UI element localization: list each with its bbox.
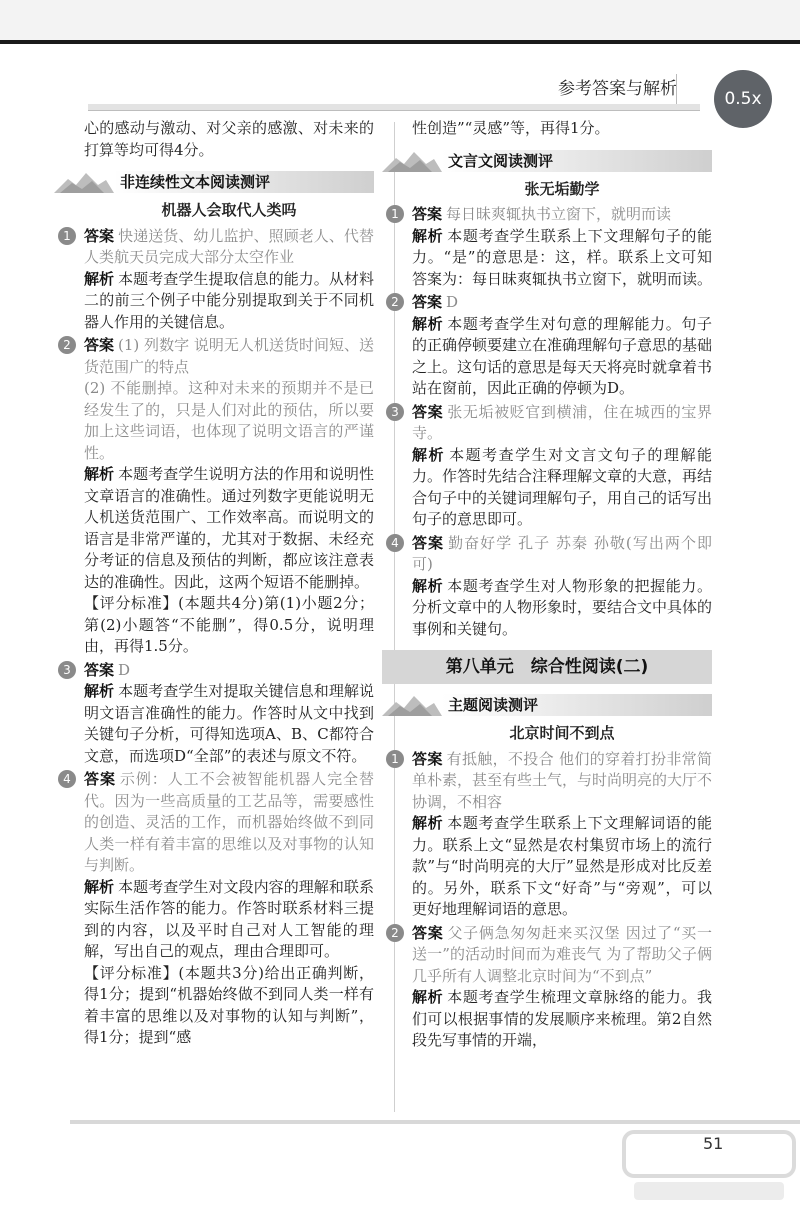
- analysis-text: 本题考查学生说明方法的作用和说明性文章语言的准确性。通过列数字更能说明无人机送货范围广、工作效率高。而说明文的语言是非常严谨的，尤其对于数据、未经充分考证的信息及预估的判断，都应该注意表达的准确性。因此，这两个短语不能删掉。: [84, 465, 374, 591]
- page-number: 51: [703, 1134, 724, 1153]
- column-divider: [394, 122, 395, 1112]
- left-intro: 心的感动与激动、对父亲的感激、对未来的打算等均可得4分。: [84, 119, 374, 159]
- question-number: 1: [58, 227, 76, 245]
- answer-text: 快递送货、幼儿监护、照顾老人、代替人类航天员完成大部分太空作业: [84, 226, 374, 266]
- analysis-label: 解析: [84, 877, 115, 896]
- zoom-indicator-button[interactable]: 0.5x: [714, 70, 772, 128]
- question-number: 2: [58, 336, 76, 354]
- question-item: [63, 335, 374, 658]
- question-item: [391, 204, 713, 290]
- article-title: 机器人会取代人类吗: [161, 201, 297, 219]
- answer-text: 勤奋好学 孔子 苏秦 孙敬(写出两个即可): [412, 533, 712, 573]
- section-title: 主题阅读测评: [442, 694, 712, 716]
- answer-label: 答案: [412, 749, 443, 768]
- question-number: 4: [386, 534, 404, 552]
- answer-text: (1) 列数字 说明无人机送货时间短、送货范围广的特点: [84, 336, 374, 376]
- analysis-text: 本题考查学生对文言文句子的理解能力。作答时先结合注释理解文章的大意，再结合句子中的关键词理解句子，用自己的话写出句子的意思即可。: [412, 445, 713, 528]
- answer-text: 有抵触，不投合 他们的穿着打扮非常简单朴素，甚至有些土气，与时尚明亮的大厅不协调，不相容: [412, 749, 713, 811]
- analysis-text: 本题考查学生对提取关键信息和理解说明文语言准确性的能力。作答时从文中找到关键句子分析，可得知选项A、B、C都符合文意，而选项D“全部”的表述与原文不符。: [84, 682, 374, 765]
- section-header-theme: [382, 690, 712, 720]
- analysis-label: 解析: [412, 314, 444, 333]
- question-item: [63, 660, 374, 768]
- answer-label: 答案: [84, 770, 116, 788]
- question-item: [63, 226, 374, 334]
- analysis-label: 解析: [84, 682, 115, 700]
- question-item: [391, 292, 713, 400]
- viewer-top-line: [0, 40, 800, 44]
- analysis-text: 本题考查学生对人物形象的把握能力。分析文章中的人物形象时，要结合文中具体的事例和关键句。: [412, 576, 713, 638]
- answer-text-2: (2) 不能删掉。这种对未来的预期并不是已经发生了的，只是人们对此的预估，所以要加上这些词语，也体现了说明文语言的严谨性。: [84, 379, 374, 462]
- article-title: 北京时间不到点: [509, 724, 615, 742]
- answer-label: 答案: [412, 205, 443, 223]
- answer-label: 答案: [84, 226, 115, 245]
- question-item: [391, 533, 713, 641]
- question-item: [391, 923, 712, 1052]
- analysis-label: 解析: [412, 576, 444, 595]
- unit-banner: 第八单元 综合性阅读(二): [382, 650, 712, 684]
- question-number: 2: [386, 293, 404, 311]
- question-item: [391, 749, 713, 921]
- left-column: [63, 118, 374, 1049]
- analysis-label: 解析: [412, 445, 446, 464]
- analysis-label: 解析: [412, 814, 444, 832]
- question-number: 3: [386, 403, 404, 421]
- analysis-label: 解析: [84, 269, 115, 288]
- question-item: [63, 769, 374, 1049]
- article-title: 张无垢勤学: [524, 179, 600, 198]
- question-number: 1: [386, 750, 404, 768]
- analysis-text: 本题考查学生对文段内容的理解和联系实际生活作答的能力。作答时联系材料三提到的内容，以及平时自己对人工智能的理解，写出自己的观点，理由合理即可。: [84, 877, 374, 960]
- right-column: [391, 118, 713, 1052]
- analysis-text: 本题考查学生联系上下文理解词语的能力。联系上文“显然是农村集贸市场上的流行款”与“时尚明亮的大厅”显然是形成对比反差的。另外，联系下文“好奇”与“旁观”，可以更好地理解词语的意思。: [412, 814, 712, 918]
- question-item: [391, 402, 713, 531]
- answer-text: 每日昧爽辄执书立窗下，就明而读: [446, 205, 672, 223]
- section-header-classical: [382, 146, 712, 176]
- answer-label: 答案: [412, 923, 444, 942]
- answer-label: 答案: [84, 660, 115, 679]
- answer-label: 答案: [412, 533, 445, 552]
- answer-text: 张无垢被贬官到横浦，住在城西的宝界寺。: [412, 402, 712, 442]
- right-intro: 性创造”“灵感”等，再得1分。: [412, 119, 610, 137]
- mountain-icon: [54, 171, 114, 193]
- viewer-top-bar: [0, 0, 800, 40]
- mountain-icon: [382, 694, 442, 716]
- question-number: 4: [58, 770, 76, 788]
- answer-label: 答案: [412, 402, 444, 421]
- mountain-icon: [382, 150, 442, 172]
- header-rule-line: [88, 110, 700, 111]
- answer-text: 父子俩急匆匆赶来买汉堡 因过了“买一送一”的活动时间而为难丧气 为了帮助父子俩几乎所有人调整北京时间为“不到点”: [412, 923, 712, 985]
- page-header-title: 参考答案与解析: [558, 79, 677, 99]
- question-number: 1: [386, 205, 404, 223]
- answer-text: 示例：人工不会被智能机器人完全替代。因为一些高质量的工艺品等，需要感性的创造、灵活的工作，而机器始终做不到同人类一样有着丰富的思维以及对事物的认知与判断。: [84, 770, 374, 874]
- answer-label: 答案: [412, 293, 443, 311]
- answer-text: D: [118, 660, 131, 679]
- analysis-text: 本题考查学生对句意的理解能力。句子的正确停顿要建立在准确理解句子意思的基础之上。这句话的意思是每天天将亮时就拿着书站在窗前，因此正确的停顿为D。: [412, 314, 713, 397]
- question-number: 2: [386, 924, 404, 942]
- header-tab-mark: [676, 74, 701, 104]
- analysis-label: 解析: [412, 226, 444, 245]
- analysis-text: 本题考查学生梳理文章脉络的能力。我们可以根据事情的发展顺序来梳理。第2自然段先写事情的开端，: [412, 988, 712, 1049]
- analysis-label: 解析: [84, 465, 115, 483]
- answer-label: 答案: [84, 336, 115, 354]
- analysis-label: 解析: [412, 988, 444, 1006]
- watermark-logo-icon: [620, 1124, 798, 1206]
- section-title: 非连续性文本阅读测评: [114, 171, 374, 193]
- section-title: 文言文阅读测评: [442, 150, 712, 172]
- score-criteria: 【评分标准】(本题共4分)第(1)小题2分；第(2)小题答“不能删”，得0.5分，说明理由，再得1.5分。: [84, 594, 374, 655]
- analysis-text: 本题考查学生联系上下文理解句子的能力。“是”的意思是：这，样。联系上文可知答案为：每日昧爽辄执书立窗下，就明而读。: [412, 226, 713, 288]
- analysis-text: 本题考查学生提取信息的能力。从材料二的前三个例子中能分别提取到关于不同机器人作用的关键信息。: [84, 269, 374, 331]
- answer-text: D: [446, 293, 459, 311]
- score-criteria: 【评分标准】(本题共3分)给出正确判断，得1分；提到“机器始终做不到同人类一样有着丰富的思维以及对事物的认知与判断”，得1分；提到“感: [84, 963, 374, 1046]
- section-header-nonlinear: [54, 167, 374, 197]
- question-number: 3: [58, 661, 76, 679]
